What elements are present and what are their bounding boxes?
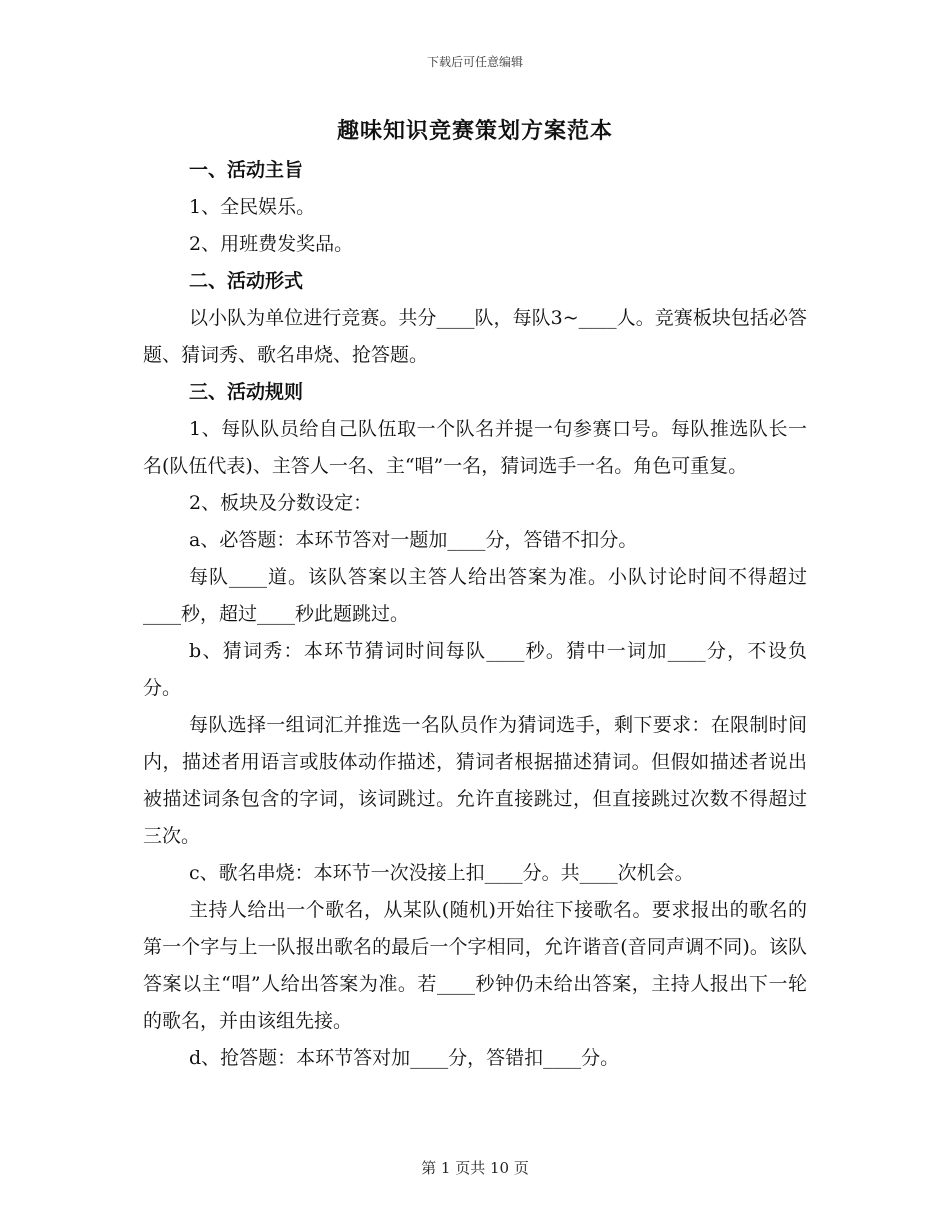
paragraph: b、猜词秀：本环节猜词时间每队____秒。猜中一词加____分，不设负分。 (143, 640, 807, 699)
paragraph: 主持人给出一个歌名，从某队(随机)开始往下接歌名。要求报出的歌名的第一个字与上一队报出歌名的最后一个字相同，允许谐音(音同声调不同)。该队答案以主“唱”人给出答案为准。若____秒钟仍未给出答案，主持人报出下一轮的歌名，并由该组先接。 (143, 899, 807, 1032)
paragraph: c、歌名串烧：本环节一次没接上扣____分。共____次机会。 (189, 862, 694, 884)
document-title: 趣味知识竞赛策划方案范本 (336, 118, 613, 144)
paragraph: 1、每队队员给自己队伍取一个队名并提一句参赛口号。每队推选队长一名(队伍代表)、主答人一名、主“唱”一名，猜词选手一名。角色可重复。 (143, 418, 807, 477)
section-heading-format: 二、活动形式 (189, 270, 304, 292)
paragraph: a、必答题：本环节答对一题加____分，答错不扣分。 (189, 529, 638, 551)
paragraph: 2、用班费发奖品。 (189, 233, 354, 255)
paragraph: d、抢答题：本环节答对加____分，答错扣____分。 (189, 1047, 620, 1069)
paragraph: 每队选择一组词汇并推选一名队员作为猜词选手，剩下要求：在限制时间内，描述者用语言或肢体动作描述，猜词者根据描述猜词。但假如描述者说出被描述词条包含的字词，该词跳过。允许直接跳过，但直接跳过次数不得超过三次。 (143, 714, 807, 847)
paragraph: 以小队为单位进行竞赛。共分____队，每队3~____人。竞赛板块包括必答题、猜词秀、歌名串烧、抢答题。 (143, 307, 807, 366)
document-body (143, 152, 807, 1077)
paragraph: 2、板块及分数设定： (189, 492, 373, 514)
page-number-footer: 第 1 页共 10 页 (421, 1159, 529, 1177)
paragraph: 每队____道。该队答案以主答人给出答案为准。小队讨论时间不得超过____秒，超过____秒此题跳过。 (143, 566, 807, 625)
section-heading-rules: 三、活动规则 (189, 381, 304, 403)
section-heading-purpose: 一、活动主旨 (189, 159, 304, 181)
paragraph: 1、全民娱乐。 (189, 196, 316, 218)
header-note: 下载后可任意编辑 (426, 55, 523, 69)
